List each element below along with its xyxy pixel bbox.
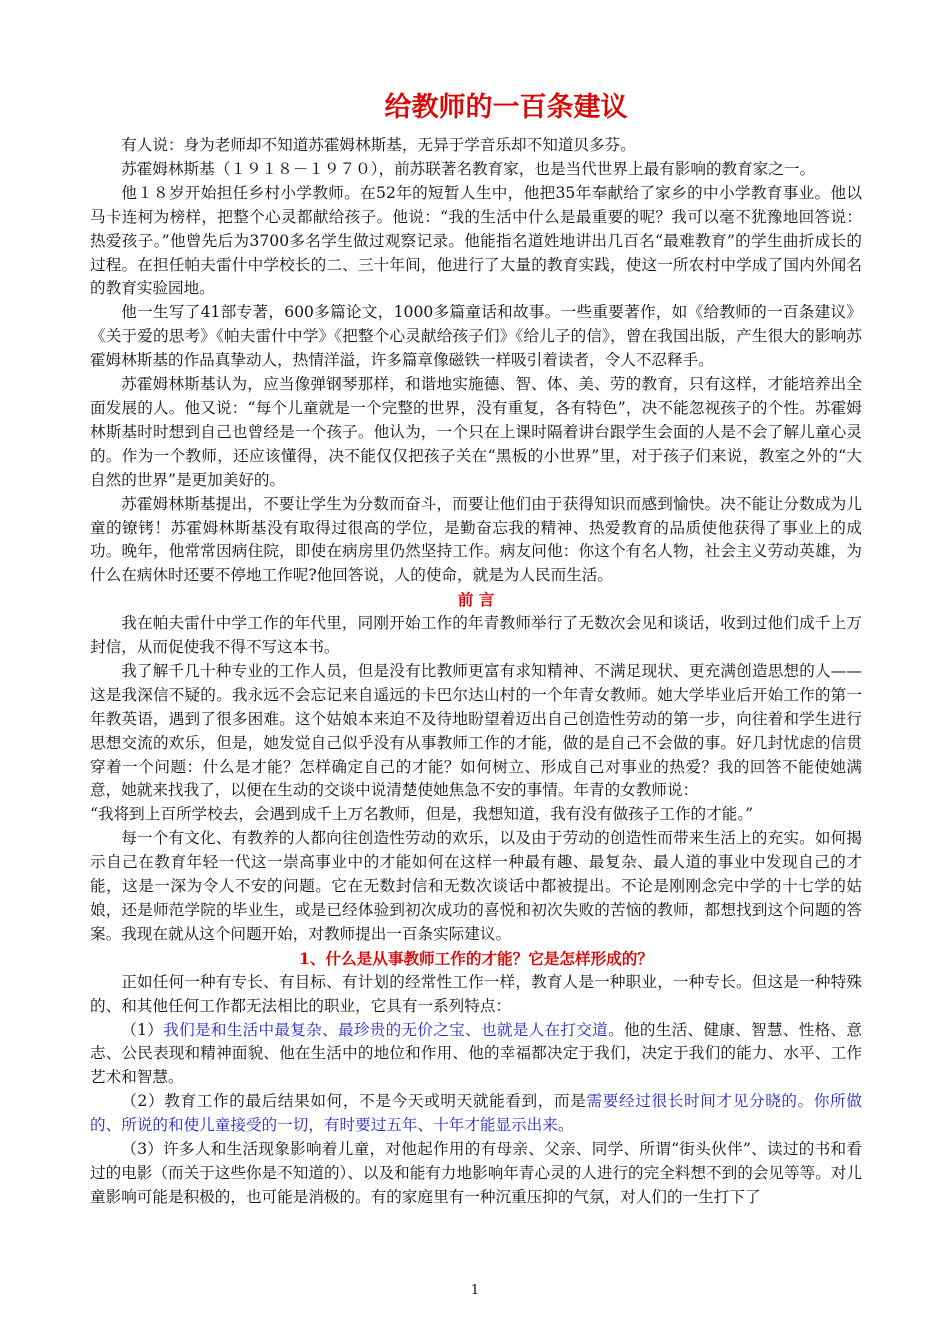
intro-paragraph-3: 他１８岁开始担任乡村小学教师。在52年的短暂人生中，他把35年奉献给了家乡的中小学教育事业。他以马卡连柯为榜样，把整个心灵都献给孩子。他说：“我的生活中什么是最重要的呢？我可以毫不犹豫地回答说：热爱孩子。”他曾先后为3700多名学生做过观察记录。他能指名道姓地讲出几百名“最难教育”的学生曲折成长的过程。在担任帕夫雷什中学校长的二、三十年间，他进行了大量的教育实践，使这一所农村中学成了国内外闻名的教育实验园地。 (90, 183, 862, 298)
intro-paragraph-6: 苏霍姆林斯基提出，不要让学生为分数而奋斗，而要让他们由于获得知识而感到愉快。决不能让分数成为儿童的镣铐！苏霍姆林斯基没有取得过很高的学位，是勤奋忘我的精神、热爱教育的品质使他获得了事业上的成功。晚年，他常常因病住院，即使在病房里仍然坚持工作。病友问他：你这个有名人物，社会主义劳动英雄，为什么在病休时还要不停地工作呢?他回答说，人的使命，就是为人民而生活。 (90, 494, 862, 585)
preface-paragraph-3: 每一个有文化、有教养的人都向往创造性劳动的欢乐，以及由于劳动的创造性而带来生活上的充实。如何揭示自己在教育年轻一代这一崇高事业中的才能如何在这样一种最有趣、最复杂、最人道的事业中发现自己的才能，这是一深为令人不安的问题。它在无数封信和无数次谈话中都被提出。不论是刚刚念完中学的十七学的姑娘，还是师范学院的毕业生，或是已经体验到初次成功的喜悦和初次失败的苦恼的教师，都想找到这个问题的答案。我现在就从这个问题开始，对教师提出一百条实际建议。 (90, 829, 862, 943)
item-1-emphasis: 我们是和生活中最复杂、最珍贵的无价之宝、也就是人在打交道 (163, 1020, 609, 1039)
item-1-text: 。他的生活、健康、智慧、性格、意志、公民表现和精神面貌、他在生活中的地位和作用、他的幸福都决定于我们，决定于我们的能力、水平、工作艺术和智慧。 (90, 1020, 862, 1087)
document-title: 给教师的一百条建议 (384, 92, 628, 123)
intro-paragraph-4: 他一生写了41部专著，600多篇论文，1000多篇童话和故事。一些重要著作，如《给教师的一百条建议》《关于爱的思考》《帕夫雷什中学》《把整个心灵献给孩子们》《给儿子的信》，曾在我国出版，产生很大的影响苏霍姆林斯基的作品真挚动人，热情洋溢，许多篇章像磁铁一样吸引着读者，令人不忍释手。 (90, 303, 862, 370)
preface-heading: 前 言 (457, 590, 495, 610)
item-1-number: （1） (121, 1020, 164, 1039)
page-number: 1 (470, 1283, 480, 1298)
preface-paragraph-1: 我在帕夫雷什中学工作的年代里，同刚开始工作的年青教师举行了无数次会见和谈话，收到过他们成千上万封信，从而促使我不得不写这本书。 (90, 614, 862, 657)
intro-paragraph-1: 有人说：身为老师却不知道苏霍姆林斯基，无异于学音乐却不知道贝多芬。 (121, 136, 636, 154)
item-2-text-end: 。 (557, 1116, 574, 1135)
intro-paragraph-5: 苏霍姆林斯基认为，应当像弹钢琴那样，和谐地实施德、智、体、美、劳的教育，只有这样，才能培养出全面发展的人。他又说：“每个儿童就是一个完整的世界，没有重复，各有特色”，决不能忽视孩子的个性。苏霍姆林斯基时时想到自己也曾经是一个孩子。他认为，一个只在上课时隔着讲台跟学生会面的人是不会了解儿童心灵的。作为一个教师，还应该懂得，决不能仅仅把孩子关在“黑板的小世界”里，对于孩子们来说，教室之外的“大自然的世界”是更加美好的。 (90, 375, 862, 489)
item-2-emphasis: 需要经过很长时间才见分晓的。你所做的、所说的和使儿童接受的一切，有时要过五年、十年才能显示出来 (90, 1092, 862, 1135)
section-1-paragraph-1: 正如任何一种有专长、有目标、有计划的经常性工作一样，教育人是一种职业，一种专长。但这是一种特殊的、和其他任何工作都无法相比的职业，它具有一系列特点： (90, 972, 862, 1015)
section-1-item-3: （3）许多人和生活现象影响着儿童，对他起作用的有母亲、父亲、同学、所谓“街头伙伴”、读过的书和看过的电影（而关于这些你是不知道的）、以及和能有力地影响年青心灵的人进行的完全料想不到的会见等等。对儿童影响可能是积极的，也可能是消极的。有的家庭里有一种沉重压抑的气氛，对人们的一生打下了 (90, 1140, 862, 1206)
intro-paragraph-2: 苏霍姆林斯基（１９１８－１９７０），前苏联著名教育家，也是当代世界上最有影响的教育家之一。 (121, 159, 816, 178)
preface-quote: “我将到上百所学校去，会遇到成千上万名教师，但是，我想知道，我有没有做孩子工作的才能。” (90, 805, 754, 824)
section-1-item-1 (90, 1019, 862, 1091)
preface-paragraph-2: 我了解千几十种专业的工作人员，但是没有比教师更富有求知精神、不满足现状、更充满创造思想的人——这是我深信不疑的。我永远不会忘记来自遥远的卡巴尔达山村的一个年青女教师。她大学毕业后开始工作的第一年教英语，遇到了很多困难。这个姑娘本来迫不及待地盼望着迈出自己创造性劳动的第一步，向往着和学生进行思想交流的欢乐，但是，她发觉自己似乎没有从事教师工作的才能，做的是自己不会做的事。好几封忧虑的信贯穿着一个问题：什么是才能？怎样确定自己的才能？如何树立、形成自己对事业的热爱？我的回答不能使她满意，她就来找我了，以便在生动的交谈中说清楚使她焦急不安的事情。年青的女教师说： (90, 661, 862, 800)
section-1-heading: 1、什么是从事教师工作的才能？它是怎样形成的？ (299, 948, 653, 968)
section-1-item-2 (90, 1090, 862, 1138)
item-2-text-start: （2）教育工作的最后结果如何，不是今天或明天就能看到，而是 (121, 1092, 587, 1111)
